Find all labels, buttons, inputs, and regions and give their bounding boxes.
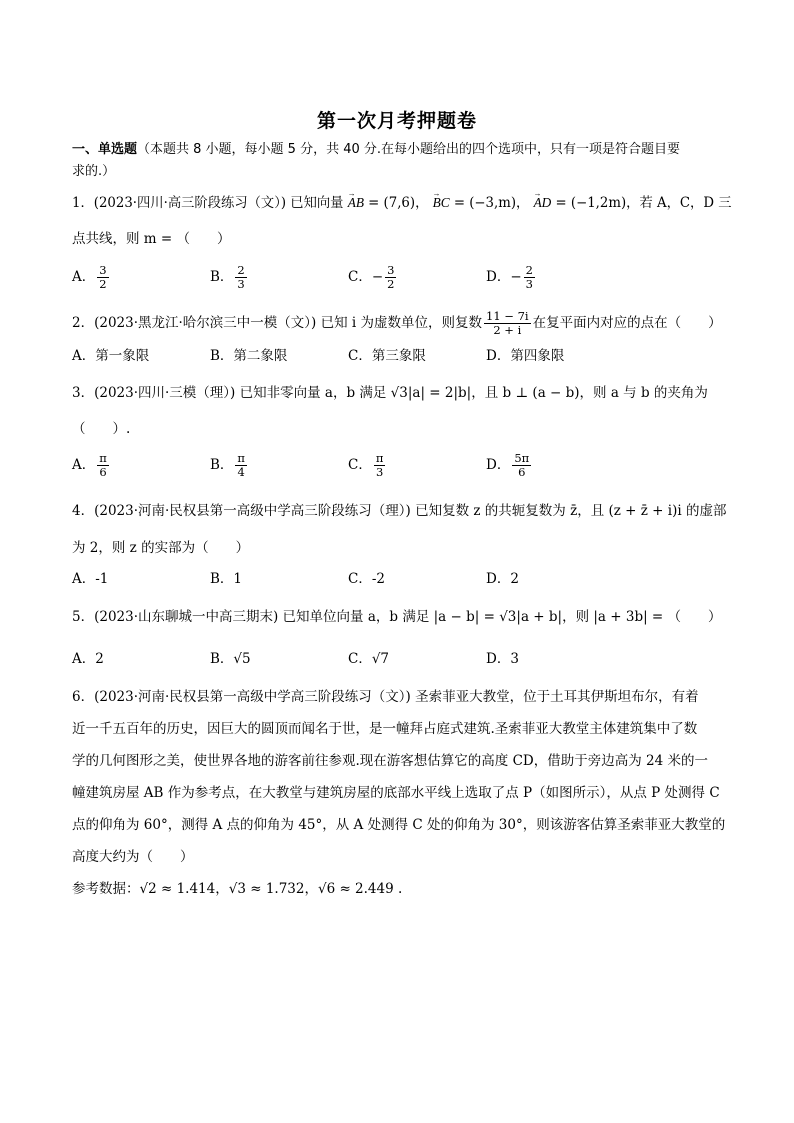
q3-option-c[interactable]: C． $\frac{\pi}{3}$ xyxy=(348,451,384,479)
q2-option-d[interactable]: D．第四象限 xyxy=(486,348,565,364)
vector-ab: → AB xyxy=(348,193,364,213)
q2-fraction: $\frac{11 - 7i}{2 + i}$ xyxy=(486,309,529,337)
question-6-line-4: 幢建筑房屋 AB 作为参考点，在大教堂与建筑房屋的底部水平线上选取了点 P（如图所示），从点 P 处测得 C xyxy=(72,785,720,801)
q3-option-d[interactable]: D． $\frac{5\pi}{6}$ xyxy=(486,451,530,479)
q4-option-a[interactable]: A．-1 xyxy=(72,571,109,587)
question-5-stem: 5．(2023·山东聊城一中高三期末) 已知单位向量 a，b 满足 |a − b| = √3|a + b|，则 |a + 3b| = （ ） xyxy=(72,609,722,625)
question-1-stem-cont: 点共线，则 m = （ ） xyxy=(72,231,231,247)
section-header xyxy=(72,140,732,160)
question-6-line-1: 6．(2023·河南·民权县第一高级中学高三阶段练习（文）) 圣索菲亚大教堂，位于土耳其伊斯坦布尔，有着 xyxy=(72,689,699,705)
q5-option-d[interactable]: D．3 xyxy=(486,651,519,667)
question-6-line-6: 高度大约为（ ） xyxy=(72,849,194,865)
q4-option-d[interactable]: D．2 xyxy=(486,571,519,587)
question-4-stem-cont: 为 2，则 z 的实部为（ ） xyxy=(72,540,250,556)
question-1-stem xyxy=(72,193,732,213)
section-label: 一、单选题 xyxy=(72,142,138,157)
question-6-line-2: 近一千五百年的历史，因巨大的圆顶而闻名于世，是一幢拜占庭式建筑.圣索菲亚大教堂主体建筑集中了数 xyxy=(72,721,698,737)
q5-option-a[interactable]: A．2 xyxy=(72,651,104,667)
q2-option-a[interactable]: A．第一象限 xyxy=(72,348,150,364)
question-6-line-3: 学的几何图形之美，使世界各地的游客前往参观.现在游客想估算它的高度 CD，借助于旁边高为 24 米的一 xyxy=(72,753,708,769)
question-3-stem: 3．(2023·四川·三模（理）) 已知非零向量 a，b 满足 √3|a| = 2|b|，且 b ⊥ (a − b)，则 a 与 b 的夹角为 xyxy=(72,385,708,401)
vector-bc: → BC xyxy=(433,193,450,213)
question-6-reference-data: 参考数据：√2 ≈ 1.414，√3 ≈ 1.732，√6 ≈ 2.449 . xyxy=(72,881,403,897)
q3-option-b[interactable]: B． $\frac{\pi}{4}$ xyxy=(210,451,245,479)
q1-option-b[interactable]: B． $\frac{2}{3}$ xyxy=(210,263,245,291)
question-3-stem-cont: （ ）. xyxy=(72,421,131,437)
q1-option-a[interactable]: A． $\frac{3}{2}$ xyxy=(72,263,107,291)
section-desc-line2: 求的.） xyxy=(72,164,116,179)
q5-option-b[interactable]: B．√5 xyxy=(210,651,251,667)
vector-ad: → AD xyxy=(534,193,552,213)
q2-option-b[interactable]: B．第二象限 xyxy=(210,348,288,364)
section-desc-line1: （本题共 8 小题，每小题 5 分，共 40 分.在每小题给出的四个选项中，只有一项是符合题目要 xyxy=(137,142,681,157)
q2-option-c[interactable]: C．第三象限 xyxy=(348,348,426,364)
question-6-line-5: 点的仰角为 60°，测得 A 点的仰角为 45°，从 A 处测得 C 处的仰角为 30°，则该游客估算圣索菲亚大教堂的 xyxy=(72,817,726,833)
q3-option-a[interactable]: A． $\frac{\pi}{6}$ xyxy=(72,451,107,479)
q1-eq-ad: = (−1,2m)，若 A，C，D 三 xyxy=(551,195,732,211)
q1-option-c[interactable]: C．− $\frac{3}{2}$ xyxy=(348,263,395,291)
question-4-stem: 4．(2023·河南·民权县第一高级中学高三阶段练习（理）) 已知复数 z 的共轭复数为 z̄，且 (z + z̄ + i)i 的虚部 xyxy=(72,503,727,519)
page-title: 第一次月考押题卷 xyxy=(316,110,477,132)
q1-eq-bc: = (−3,m)， xyxy=(449,195,530,211)
q1-stem-part: 1．(2023·四川·高三阶段练习（文）) 已知向量 xyxy=(72,195,344,211)
q5-option-c[interactable]: C．√7 xyxy=(348,651,390,667)
q4-option-b[interactable]: B．1 xyxy=(210,571,243,587)
question-2-stem: 2．(2023·黑龙江·哈尔滨三中一模（文）) 已知 i 为虚数单位，则复数 $\frac{11 - 7i}{2 + i}$ 在复平面内对应的点在（ ） xyxy=(72,309,722,337)
q1-eq-ab: = (7,6)， xyxy=(363,195,429,211)
q4-option-c[interactable]: C．-2 xyxy=(348,571,385,587)
q1-option-d[interactable]: D．− $\frac{2}{3}$ xyxy=(486,263,533,291)
